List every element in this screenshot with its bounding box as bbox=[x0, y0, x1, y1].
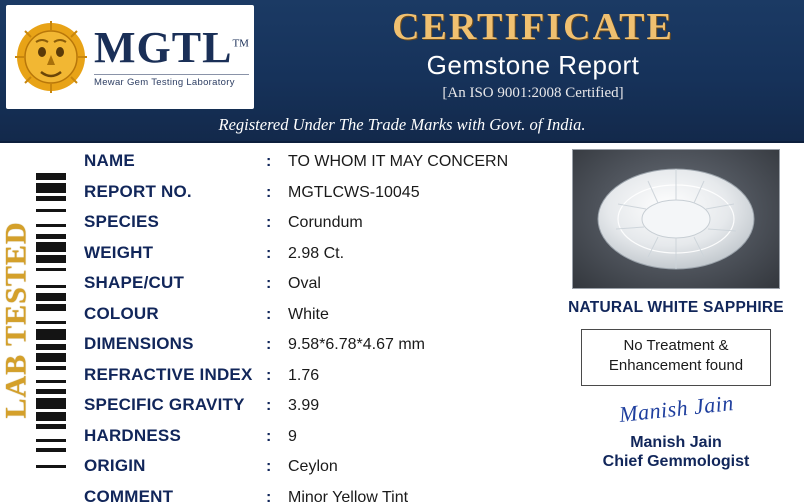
detail-value: 9 bbox=[288, 427, 297, 445]
barcode-bar bbox=[36, 293, 66, 301]
report-subtitle: Gemstone Report bbox=[426, 49, 640, 80]
logo-wordmark-text: MGTL bbox=[94, 23, 233, 72]
barcode-bar bbox=[36, 412, 66, 420]
trademark-symbol: TM bbox=[232, 37, 249, 50]
detail-label: COMMENT bbox=[84, 486, 174, 504]
gemstone-panel bbox=[556, 149, 796, 471]
detail-row bbox=[84, 334, 554, 365]
detail-label: SHAPE/CUT bbox=[84, 273, 185, 292]
detail-separator: : bbox=[266, 427, 272, 445]
logo-subtitle: Mewar Gem Testing Laboratory bbox=[94, 74, 249, 88]
detail-label: COLOUR bbox=[84, 303, 159, 323]
detail-separator: : bbox=[266, 183, 272, 201]
detail-row bbox=[84, 182, 554, 213]
treatment-line-2: Enhancement found bbox=[608, 357, 744, 375]
detail-value: 1.76 bbox=[288, 366, 320, 384]
handwritten-signature: Manish Jain bbox=[617, 389, 735, 427]
detail-value: Corundum bbox=[288, 214, 363, 231]
detail-row bbox=[84, 426, 554, 457]
detail-value: 9.58*6.78*4.67 mm bbox=[288, 336, 425, 353]
detail-separator: : bbox=[266, 244, 272, 262]
detail-label: REFRACTIVE INDEX bbox=[84, 364, 253, 384]
iso-certification-line: [An ISO 9001:2008 Certified] bbox=[442, 85, 624, 102]
barcode bbox=[36, 173, 66, 473]
detail-separator: : bbox=[266, 458, 272, 475]
barcode-bar bbox=[36, 271, 66, 284]
barcode-bar bbox=[36, 212, 66, 223]
detail-row bbox=[84, 456, 554, 487]
barcode-bar bbox=[36, 468, 66, 473]
detail-separator: : bbox=[266, 153, 272, 170]
barcode-bar bbox=[36, 183, 66, 193]
signer-title: Chief Gemmologist bbox=[602, 452, 750, 470]
barcode-bar bbox=[36, 242, 66, 252]
barcode-bar bbox=[36, 452, 66, 465]
trademark-registration-line: Registered Under The Trade Marks with Govt. of India. bbox=[218, 115, 586, 134]
barcode-bar bbox=[36, 353, 66, 361]
detail-value: Minor Yellow Tint bbox=[288, 488, 409, 504]
detail-row bbox=[84, 243, 554, 274]
detail-label: SPECIES bbox=[84, 212, 160, 231]
signature-area bbox=[556, 389, 796, 432]
detail-row bbox=[84, 273, 554, 304]
detail-row bbox=[84, 212, 554, 243]
detail-row bbox=[84, 151, 554, 182]
detail-separator: : bbox=[266, 305, 272, 323]
treatment-statement-box bbox=[581, 329, 771, 386]
detail-row bbox=[84, 395, 554, 426]
barcode-bar bbox=[36, 201, 66, 209]
barcode-bar bbox=[36, 311, 66, 321]
detail-label: SPECIFIC GRAVITY bbox=[84, 395, 245, 414]
barcode-bar bbox=[36, 398, 66, 409]
detail-label: DIMENSIONS bbox=[84, 334, 194, 353]
barcode-bar bbox=[36, 255, 66, 263]
detail-separator: : bbox=[266, 397, 272, 414]
detail-value: White bbox=[288, 305, 329, 323]
certificate-title: CERTIFICATE bbox=[392, 6, 674, 48]
signer-name: Manish Jain bbox=[630, 433, 722, 451]
detail-label: WEIGHT bbox=[84, 242, 154, 262]
detail-value: 3.99 bbox=[288, 397, 320, 414]
detail-row bbox=[84, 487, 554, 504]
detail-value: 2.98 Ct. bbox=[288, 244, 345, 262]
detail-separator: : bbox=[266, 336, 272, 353]
detail-value: TO WHOM IT MAY CONCERN bbox=[288, 153, 509, 170]
detail-separator: : bbox=[266, 366, 272, 384]
detail-separator: : bbox=[266, 488, 272, 504]
barcode-bar bbox=[36, 329, 66, 340]
barcode-bar bbox=[36, 429, 66, 439]
header-titles bbox=[262, 0, 804, 115]
barcode-bar bbox=[36, 370, 66, 380]
detail-value: MGTLCWS-10045 bbox=[288, 183, 420, 201]
sun-face-logo-icon bbox=[14, 20, 88, 94]
logo-wordmark bbox=[94, 23, 249, 72]
lab-logo-block bbox=[6, 5, 254, 109]
detail-row bbox=[84, 304, 554, 335]
treatment-line-1: No Treatment & bbox=[623, 337, 729, 354]
lab-tested-text: LAB TESTED bbox=[0, 221, 33, 419]
side-strip bbox=[0, 143, 74, 504]
gemstone-photo bbox=[572, 149, 780, 289]
detail-separator: : bbox=[266, 275, 272, 292]
certificate-header bbox=[0, 0, 804, 143]
gemstone-caption: NATURAL WHITE SAPPHIRE bbox=[568, 299, 784, 316]
detail-separator: : bbox=[266, 214, 272, 231]
detail-label: REPORT NO. bbox=[84, 181, 192, 201]
detail-value: Oval bbox=[288, 275, 321, 292]
lab-tested-vertical-label bbox=[2, 185, 32, 455]
detail-label: ORIGIN bbox=[84, 456, 146, 475]
gemstone-details-table bbox=[84, 151, 554, 504]
detail-label: HARDNESS bbox=[84, 425, 182, 445]
oval-gem-illustration bbox=[586, 159, 766, 279]
detail-value: Ceylon bbox=[288, 458, 338, 475]
detail-row bbox=[84, 365, 554, 396]
certificate-body bbox=[0, 143, 804, 504]
detail-label: NAME bbox=[84, 151, 135, 170]
